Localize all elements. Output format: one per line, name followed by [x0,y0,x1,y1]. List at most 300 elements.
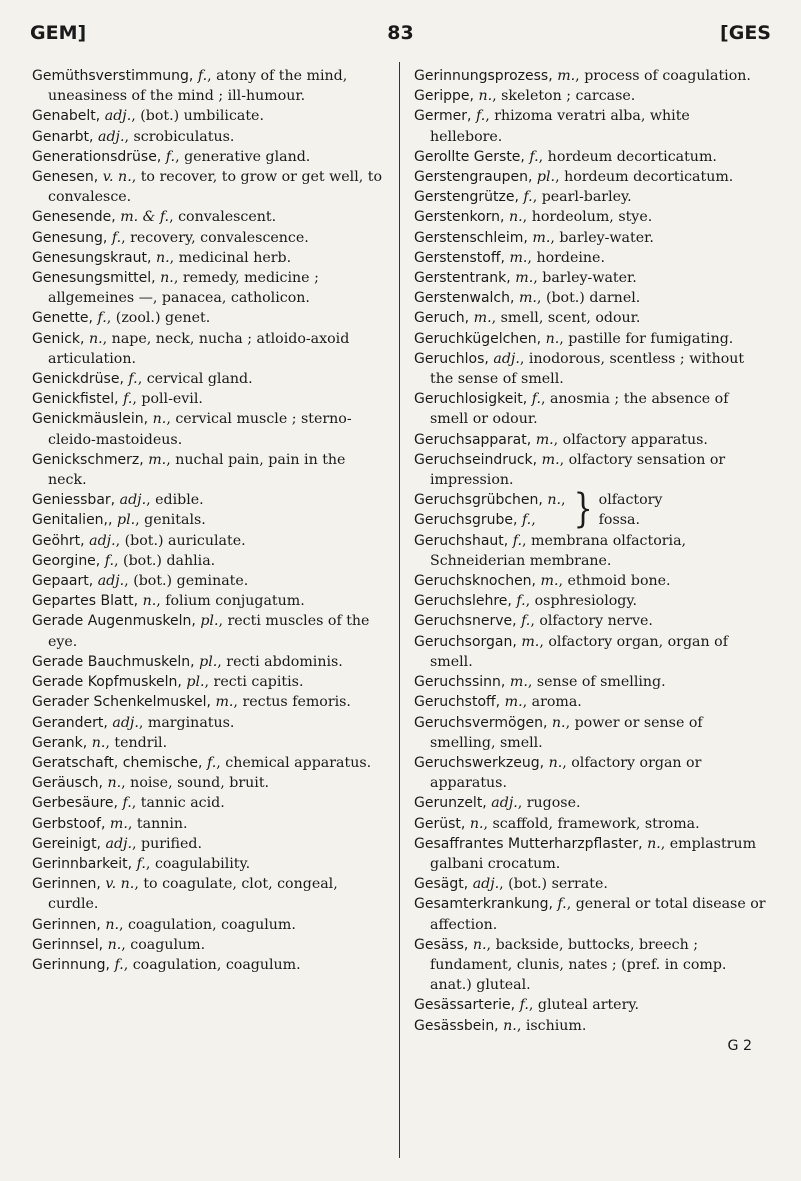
entry-definition: , to coagulate, clot, congeal, curdle. [48,876,338,913]
entry-grammar: n. [469,815,484,832]
entry-grammar: pl. [186,674,205,691]
entry-definition: , atony of the mind, uneasiness of the mind ; ill-humour. [48,68,348,105]
entry-headword: Genickfistel, [32,391,119,408]
entry-definition: , rhizoma veratri alba, white hellebore. [430,108,690,145]
entry-headword: Geruchsorgan, [414,633,517,650]
entry-definition: , hordeum decorticatum. [555,169,734,186]
entry-grammar: pl. [536,169,556,186]
entry-grammar: f. [521,613,531,630]
column-divider [399,62,400,1158]
entry-headword: Gerinnsel, [32,936,104,953]
entry-definition: , coagulum. [121,936,206,953]
entry-definition: , pearl-barley. [532,189,632,206]
entry-definition: , edible. [146,492,204,509]
entry-headword: Gesässarterie, [414,997,516,1014]
entry-headword: Gerstengraupen, [414,169,533,186]
entry-definition: , rectus femoris. [233,694,351,711]
dictionary-entry [414,632,766,672]
entry-grammar: adj. [98,128,125,145]
entry-definition: , (bot.) umbilicate. [131,108,264,125]
dictionary-entry [414,268,766,288]
dictionary-entry [414,713,766,753]
entry-headword: Germer, [414,108,472,125]
dictionary-entry [32,106,384,126]
entry-definition: , [531,512,536,529]
entry-definition: , hordeum decorticatum. [538,148,717,165]
dictionary-entry [414,995,766,1015]
dictionary-entry [414,288,766,308]
entry-definition: , backside, buttocks, breech ; fundament, clunis, nates ; (pref. in comp. anat.) gluteal. [430,936,727,994]
entry-grammar: n. [545,330,560,347]
entry-headword: Geöhrt, [32,532,85,549]
entry-grammar: pl. [199,653,218,670]
entry-grammar: pl. [200,613,219,630]
right-entries-a [414,66,766,490]
entry-headword: Geruchsknochen, [414,573,537,590]
entry-headword: Gerollte Gerste, [414,148,525,165]
entry-headword: Genesende, [32,209,116,226]
signature-mark: G 2 [727,1037,752,1054]
entry-headword: Gesässbein, [414,1017,499,1034]
entry-definition: , marginatus. [138,714,235,731]
entry-headword: Gesäss, [414,936,469,953]
entry-definition: , coagulation, coagulum. [118,916,296,933]
dictionary-entry [32,167,384,207]
entry-grammar: v. n. [105,876,135,893]
dictionary-entry [414,510,566,530]
dictionary-entry [414,490,566,510]
entry-definition: , skeleton ; carcase. [492,88,636,105]
brace-glyph: } [573,486,593,534]
entry-definition: , [561,492,566,509]
entry-headword: Genette, [32,310,93,327]
entry-headword: Geruchsgrübchen, [414,492,543,509]
entry-grammar: adj. [89,532,116,549]
entry-grammar: f. [104,552,115,569]
entry-headword: Geruchsvermögen, [414,714,548,731]
entry-headword: Gesaffrantes Mutterharzpflaster, [414,835,643,852]
entry-grammar: n. [472,936,487,953]
dictionary-entry [414,329,766,349]
entry-headword: Gerüst, [414,815,466,832]
entry-definition: , smell, scent, odour. [491,310,641,327]
entry-headword: Gerstentrank, [414,270,511,287]
header-left-guide: GEM] [30,22,87,44]
dictionary-entry [414,308,766,328]
entry-definition: , gluteal artery. [528,997,639,1014]
entry-grammar: f. [136,855,146,872]
entry-headword: Gesägt, [414,876,469,893]
entry-definition: , sense of smelling. [527,674,666,691]
header-right-guide: [GES [720,22,771,44]
entry-grammar: f. [521,512,532,529]
entry-headword: Geruchsapparat, [414,431,532,448]
entry-definition: , folium conjugatum. [156,593,305,610]
entry-headword: Gereinigt, [32,835,102,852]
entry-definition: , rugose. [517,795,581,812]
entry-definition: , aroma. [522,694,582,711]
entry-grammar: adj. [105,835,132,852]
entry-definition: , remedy, medicine ; allgemeines —, panacea, catholicon. [48,270,319,307]
entry-headword: Geruchlos, [414,350,489,367]
entry-grammar: n. [647,835,661,852]
entry-headword: Gerippe, [414,88,474,105]
entry-headword: Gerstenstoff, [414,249,505,266]
dictionary-entry [32,308,384,328]
entry-definition: , hordeine. [527,249,605,266]
entry-headword: Genitalien,, [32,512,113,529]
entry-headword: Gerinnungsprozess, [414,68,553,84]
entry-grammar: n. [89,330,103,347]
entry-headword: Gepaart, [32,573,94,590]
entry-grammar: adj. [112,714,139,731]
entry-headword: Geruch, [414,310,470,327]
entry-definition: , osphresiology. [525,593,638,610]
entry-definition: , emplastrum galbani crocatum. [430,835,757,872]
entry-definition: , generative gland. [175,148,311,165]
entry-definition: , recti capitis. [204,674,304,691]
dictionary-entry [32,773,384,793]
entry-grammar: m. [541,451,560,468]
dictionary-entry [32,66,384,106]
entry-headword: Gerbesäure, [32,795,118,812]
entry-headword: Genesen, [32,169,99,186]
entry-grammar: m. [504,694,523,711]
entry-grammar: f. [97,310,107,327]
dictionary-entry [32,652,384,672]
dictionary-entry [414,450,766,490]
entry-grammar: n. [509,209,523,226]
entry-headword: Geruchslehre, [414,593,512,610]
entry-definition: , (bot.) serrate. [499,876,608,893]
entry-grammar: m. [521,633,540,650]
entry-definition: , ischium. [516,1017,587,1034]
entry-headword: Genickschmerz, [32,451,144,468]
entry-headword: Georgine, [32,552,101,569]
dictionary-entry [414,187,766,207]
entry-definition: , tannin. [127,815,188,832]
entry-grammar: f. [165,148,176,165]
entry-definition: , olfactory apparatus. [553,431,708,448]
entry-grammar: adj. [493,350,520,367]
entry-definition: , genitals. [135,512,206,529]
entry-grammar: n. [547,492,562,509]
dictionary-entry [414,672,766,692]
dictionary-entry [414,894,766,934]
entry-headword: Gerinnung, [32,956,110,973]
dictionary-entry [32,935,384,955]
entry-headword: Gerade Kopfmuskeln, [32,674,182,691]
entry-headword: Gerinnbarkeit, [32,855,133,872]
entry-grammar: m. [515,270,534,287]
dictionary-entry [414,167,766,187]
dictionary-entry [414,571,766,591]
entry-headword: Geniessbar, [32,492,116,509]
dictionary-entry [32,793,384,813]
entry-grammar: f. [122,795,132,812]
dictionary-entry [32,510,384,530]
entry-grammar: f. [197,68,208,84]
entry-grammar: m. [518,290,537,307]
entry-headword: Geruchswerkzeug, [414,754,545,771]
dictionary-entry [32,248,384,268]
entry-definition: , process of coagulation. [575,68,751,84]
entry-definition: , (bot.) dahlia. [114,552,216,569]
dictionary-entry [32,814,384,834]
dictionary-entry [32,834,384,854]
entry-headword: Gesamterkrankung, [414,896,553,913]
entry-headword: Gerade Bauchmuskeln, [32,653,195,670]
dictionary-entry [32,551,384,571]
entry-definition: , olfactory organ, organ of smell. [430,633,728,670]
entry-grammar: m. [109,815,128,832]
entry-definition: , nape, neck, nucha ; atloido-axoid articulation. [48,330,350,367]
entry-grammar: f. [123,391,133,408]
entry-headword: Gepartes Blatt, [32,593,139,610]
dictionary-entry [414,692,766,712]
entry-grammar: f. [531,391,542,408]
brace-lines [414,490,566,530]
entry-grammar: n. [548,754,563,771]
entry-definition: , poll-evil. [132,391,203,408]
dictionary-entry [32,915,384,935]
dictionary-entry [414,531,766,571]
entry-definition: , purified. [131,835,202,852]
dictionary-entry [32,490,384,510]
entry-grammar: m. [535,431,554,448]
left-column [32,66,384,975]
running-header [30,22,771,50]
entry-headword: Gerank, [32,734,88,751]
entry-grammar: adj. [97,573,125,590]
entry-grammar: n. [105,916,119,933]
dictionary-entry [414,430,766,450]
entry-grammar: f. [114,956,124,973]
dictionary-entry [414,814,766,834]
entry-definition: , cervical muscle ; sterno-cleido-mastoideus. [48,411,352,448]
entry-grammar: m. [473,310,492,327]
entry-definition: , recovery, convalescence. [121,229,309,246]
dictionary-entry [414,106,766,146]
entry-grammar: m. & f. [120,209,170,226]
entry-grammar: m. [540,573,559,590]
dictionary-entry [32,591,384,611]
entry-definition: , convalescent. [169,209,277,226]
entry-headword: Gerandert, [32,714,108,731]
entry-definition: , olfactory organ or apparatus. [430,754,702,792]
entry-grammar: f. [519,997,529,1014]
entry-headword: Geruchkügelchen, [414,330,542,347]
entry-grammar: n. [503,1017,517,1034]
entry-grammar: f. [523,189,533,206]
entry-definition: , anosmia ; the absence of smell or odour. [430,391,729,428]
entry-definition: , power or sense of smelling, smell. [430,714,703,751]
dictionary-entry [32,713,384,733]
entry-grammar: f. [529,148,539,165]
dictionary-entry [414,248,766,268]
entry-headword: Generationsdrüse, [32,148,162,165]
dictionary-entry [32,955,384,975]
dictionary-entry [32,450,384,490]
entry-definition: , general or total disease or affection. [430,896,766,933]
entry-headword: Geruchssinn, [414,674,506,691]
entry-headword: Geräusch, [32,775,103,792]
entry-grammar: m. [532,229,551,246]
entry-grammar: n. [107,775,122,792]
dictionary-entry [414,389,766,429]
entry-grammar: m. [557,68,576,84]
entry-grammar: f. [516,593,526,610]
brace-meanings [599,490,663,530]
entry-definition: , cervical gland. [137,371,253,388]
entry-headword: Geruchlosigkeit, [414,391,528,408]
entry-headword: Gerinnen, [32,916,101,933]
dictionary-entry [414,793,766,813]
entry-headword: Gemüthsverstimmung, [32,68,194,84]
entry-definition: , coagulation, coagulum. [123,956,301,973]
page-number: 83 [387,22,414,44]
entry-headword: Gerbstoof, [32,815,106,832]
entry-grammar: pl. [116,512,136,529]
dictionary-entry [32,854,384,874]
dictionary-entry [414,207,766,227]
dictionary-entry [32,369,384,389]
entry-grammar: f. [557,896,567,913]
entry-grammar: n. [155,249,170,266]
entry-definition: , tannic acid. [131,795,225,812]
entry-headword: Gerstenkorn, [414,209,505,226]
entry-definition: , inodorous, scentless ; without the sense of smell. [430,350,745,388]
entry-headword: Genickmäuslein, [32,411,149,428]
entry-definition: , recti muscles of the eye. [48,613,370,650]
entry-grammar: m. [509,249,528,266]
entry-grammar: n. [107,936,122,953]
entry-grammar: f. [206,754,217,771]
dictionary-entry [414,86,766,106]
entry-grammar: m. [148,451,167,468]
entry-headword: Genesungskraut, [32,249,152,266]
entry-definition: , chemical apparatus. [216,754,372,771]
dictionary-entry [32,571,384,591]
entry-definition: , to recover, to grow or get well, to convalesce. [48,169,383,206]
dictionary-entry [32,228,384,248]
entry-grammar: m. [215,694,234,711]
entry-definition: , recti abdominis. [217,653,343,670]
dictionary-entry [32,389,384,409]
entry-definition: , barley-water. [533,270,637,287]
entry-headword: Gerunzelt, [414,795,487,812]
brace-meaning-1: olfactory [598,492,663,509]
dictionary-entry [414,834,766,874]
entry-definition: , nuchal pain, pain in the neck. [48,451,346,489]
entry-definition: , (bot.) darnel. [536,290,641,307]
dictionary-entry [414,591,766,611]
dictionary-entry [32,329,384,369]
entry-headword: Geruchshaut, [414,532,509,549]
entry-grammar: f. [128,371,138,388]
entry-definition: , scrobiculatus. [124,128,235,145]
entry-grammar: v. n. [102,169,132,186]
right-column [414,66,766,1056]
entry-definition: , hordeolum, stye. [522,209,653,226]
entry-grammar: adj. [491,795,518,812]
entry-headword: Genesung, [32,229,108,246]
dictionary-entry [414,1016,766,1036]
entry-headword: Gerstenschleim, [414,229,528,246]
entry-grammar: f. [512,532,523,549]
entry-headword: Gerade Augenmuskeln, [32,613,196,630]
entry-definition: , (bot.) geminate. [124,573,249,590]
entry-headword: Geruchsgrube, [414,512,518,529]
entry-grammar: n. [551,714,566,731]
entry-definition: , tendril. [105,734,168,751]
entry-grammar: f. [475,108,486,125]
dictionary-entry [32,147,384,167]
entry-headword: Gerader Schenkelmuskel, [32,694,211,711]
brace-meaning-2: fossa. [598,512,640,529]
dictionary-entry [414,935,766,996]
dictionary-entry [32,531,384,551]
entry-grammar: adj. [472,876,500,893]
entry-definition: , scaffold, framework, stroma. [483,815,700,832]
entry-headword: Geruchsnerve, [414,613,517,630]
entry-definition: , (zool.) genet. [106,310,211,327]
dictionary-entry [414,611,766,631]
entry-grammar: n. [142,593,157,610]
dictionary-entry [414,349,766,389]
entry-definition: , (bot.) auriculate. [115,532,246,549]
entry-headword: Gerstenwalch, [414,290,515,307]
brace-group [414,486,766,534]
dictionary-entry [32,207,384,227]
entry-grammar: adj. [104,108,132,125]
dictionary-entry [32,874,384,914]
entry-grammar: m. [509,674,528,691]
entry-headword: Geruchstoff, [414,694,501,711]
dictionary-entry [32,692,384,712]
entry-definition: , pastille for fumigating. [559,330,734,347]
dictionary-entry [32,672,384,692]
entry-grammar: f. [111,229,122,246]
entry-definition: , barley-water. [550,229,654,246]
entry-headword: Geratschaft, chemische, [32,754,203,771]
dictionary-entry [414,874,766,894]
dictionary-entry [32,753,384,773]
entry-definition: , medicinal herb. [169,249,292,266]
right-entries-b [414,531,766,1036]
dictionary-entry [32,127,384,147]
entry-grammar: n. [478,88,493,105]
entry-definition: , noise, sound, bruit. [121,775,270,792]
entry-headword: Genesungsmittel, [32,270,156,287]
entry-headword: Gerinnen, [32,876,101,893]
entry-headword: Genick, [32,330,85,347]
entry-headword: Genickdrüse, [32,371,124,388]
dictionary-entry [32,268,384,308]
entry-grammar: n. [91,734,106,751]
entry-definition: , membrana olfactoria, Schneiderian membrane. [430,532,687,569]
dictionary-entry [414,753,766,793]
entry-grammar: adj. [119,492,147,509]
dictionary-entry [414,228,766,248]
dictionary-entry [32,409,384,449]
dictionary-entry [414,66,766,86]
dictionary-entry [32,611,384,651]
entry-grammar: n. [160,270,174,287]
entry-headword: Genabelt, [32,108,101,125]
dictionary-entry [414,147,766,167]
entry-definition: , olfactory sensation or impression. [430,451,726,489]
